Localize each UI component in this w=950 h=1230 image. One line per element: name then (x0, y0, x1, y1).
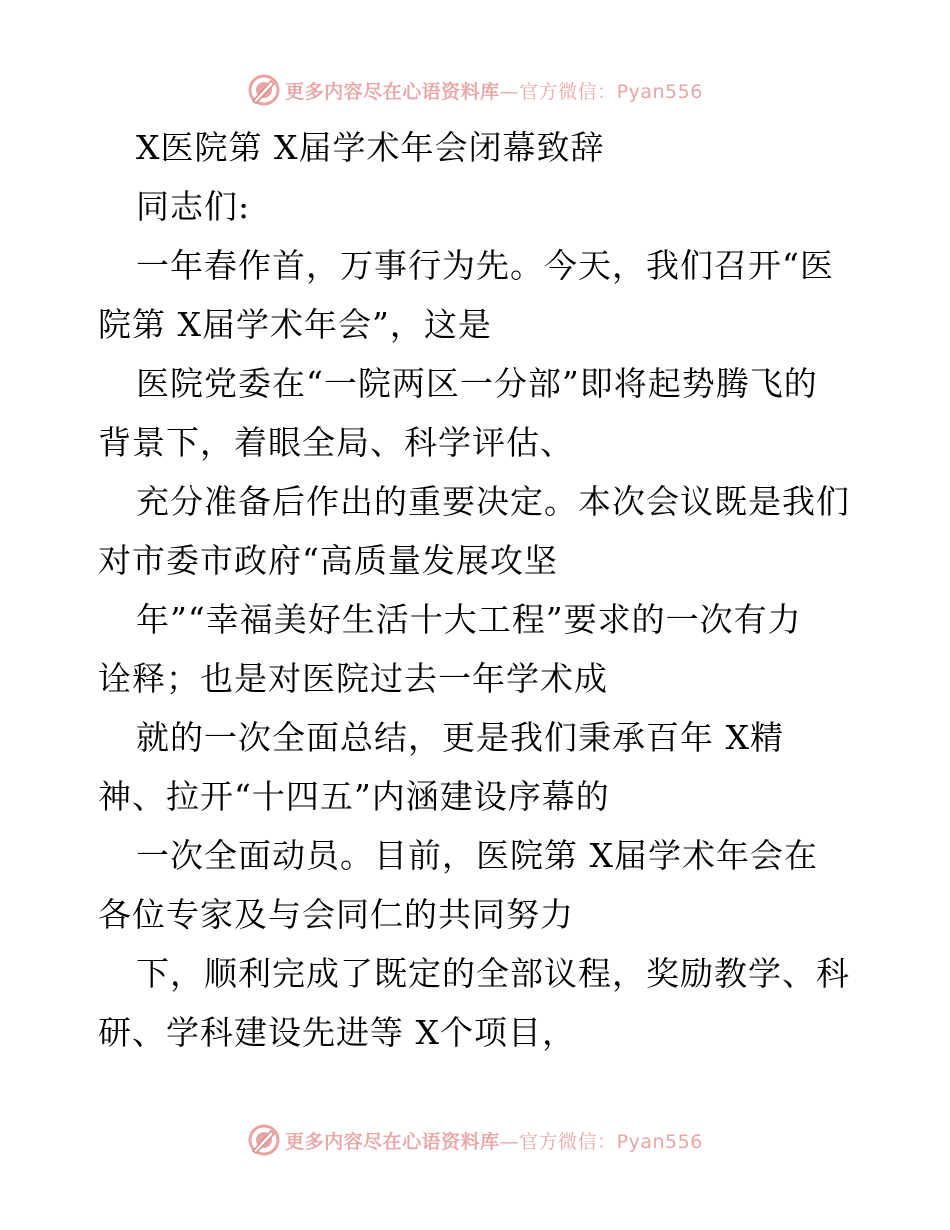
watermark-text (285, 77, 703, 104)
watermark-sub: —官方微信：Pyan556 (499, 80, 703, 103)
body-line: 年”“幸福美好生活十大工程”要求的一次有力 (136, 600, 802, 639)
watermark-text (285, 1127, 703, 1154)
body-line: 医院党委在“一院两区一分部”即将起势腾飞的 (136, 364, 818, 403)
body-line: 下，顺利完成了既定的全部议程，奖励教学、科 (136, 954, 850, 993)
watermark-footer (0, 1120, 950, 1160)
body-line: 对市委市政府“高质量发展攻坚 (98, 541, 558, 580)
body-line: 诠释；也是对医院过去一年学术成 (98, 659, 608, 698)
document-body (98, 118, 858, 1062)
body-line: 一年春作首，万事行为先。今天，我们召开“医 (136, 246, 834, 285)
quill-seal-icon (247, 1123, 281, 1157)
body-line: 各位专家及与会同仁的共同努力 (98, 895, 574, 934)
salutation: 同志们: (136, 187, 251, 226)
body-line: 充分准备后作出的重要决定。本次会议既是我们 (136, 482, 850, 521)
body-line: 院第 X届学术年会”，这是 (98, 305, 492, 344)
watermark-header (0, 70, 950, 110)
quill-seal-icon (247, 73, 281, 107)
watermark-main: 更多内容尽在心语资料库 (285, 80, 500, 103)
body-line: 一次全面动员。目前，医院第 X届学术年会在 (136, 836, 818, 875)
body-line: 背景下，着眼全局、科学评估、 (98, 423, 574, 462)
document-title: X医院第 X届学术年会闭幕致辞 (136, 128, 605, 167)
watermark-sub: —官方微信：Pyan556 (499, 1130, 703, 1153)
watermark-main: 更多内容尽在心语资料库 (285, 1130, 500, 1153)
body-line: 就的一次全面总结，更是我们秉承百年 X精 (136, 718, 784, 757)
body-line: 神、拉开“十四五”内涵建设序幕的 (98, 777, 610, 816)
body-line: 研、学科建设先进等 X个项目， (98, 1013, 576, 1052)
